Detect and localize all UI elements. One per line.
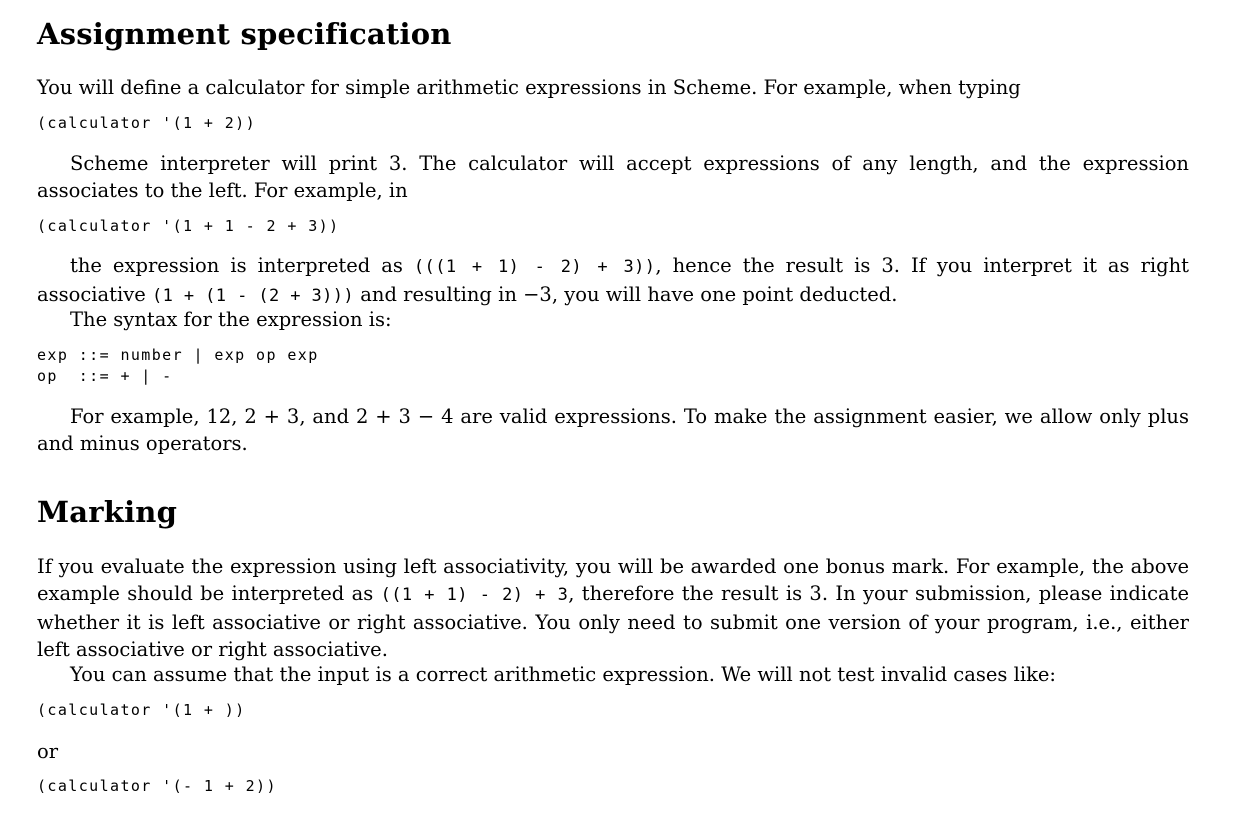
or-text: or: [37, 740, 59, 763]
paragraph-syntax-intro: The syntax for the expression is:: [70, 308, 392, 331]
code-example-1: (calculator '(1 + 2)): [37, 114, 257, 132]
inline-code-left-assoc: (((1 + 1) - 2) + 3)): [413, 257, 656, 277]
section-heading-assignment: Assignment specification: [37, 17, 452, 51]
text-segment: If you evaluate the expression using left associativity, you will be awarded one bonus mark. For example, the above example should be interpreted as: [37, 555, 1189, 605]
text-segment: , hence the result is 3. If you interpret it as right associative: [37, 254, 1189, 306]
paragraph-marking: [37, 553, 1189, 663]
text-segment: the expression is interpreted as: [70, 254, 414, 277]
code-invalid-example-2: (calculator '(- 1 + 2)): [37, 777, 277, 795]
inline-code-right-assoc: (1 + (1 - (2 + 3))): [152, 286, 355, 306]
code-example-2: (calculator '(1 + 1 - 2 + 3)): [37, 217, 340, 235]
section-heading-marking: Marking: [37, 495, 178, 529]
paragraph-interpreter-output: Scheme interpreter will print 3. The calculator will accept expressions of any length, and the expression associates to the left. For example, in: [37, 152, 1189, 202]
paragraph-input-assumption: You can assume that the input is a correct arithmetic expression. We will not test invalid cases like:: [70, 663, 1056, 686]
intro-paragraph: You will define a calculator for simple arithmetic expressions in Scheme. For example, when typing: [37, 76, 1021, 99]
paragraph-valid-expressions: For example, 12, 2 + 3, and 2 + 3 − 4 are valid expressions. To make the assignment easier, we allow only plus and minus operators.: [37, 405, 1189, 455]
paragraph-interpretation: [37, 252, 1189, 310]
grammar-line-exp: exp ::= number | exp op exp: [37, 346, 319, 364]
code-invalid-example-1: (calculator '(1 + )): [37, 701, 246, 719]
text-segment: and resulting in −3, you will have one point deducted.: [354, 283, 898, 306]
grammar-line-op: op ::= + | -: [37, 367, 173, 385]
inline-code-example: ((1 + 1) - 2) + 3: [380, 585, 569, 605]
grammar-block: [37, 345, 1189, 387]
text-segment: , therefore the result is 3. In your submission, please indicate whether it is left associative or right associative. You only need to submit one version of your program, i.e., either left associative or right associative.: [37, 582, 1190, 661]
